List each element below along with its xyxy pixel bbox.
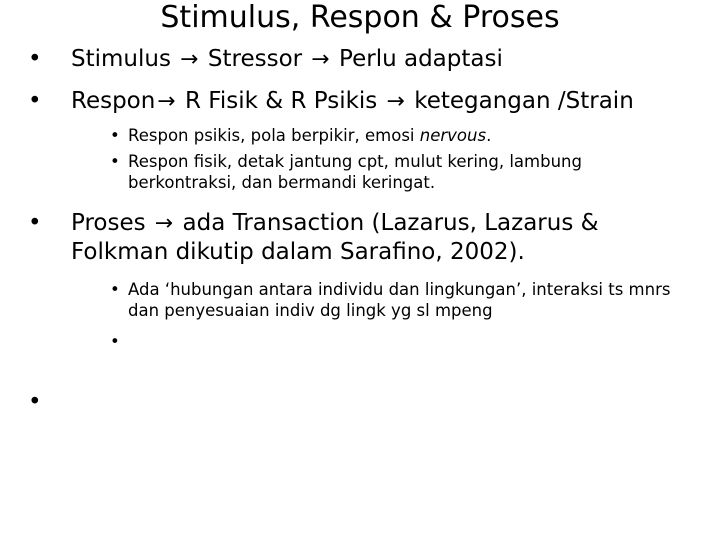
- bullet-text: [28, 209, 698, 267]
- text-segment: .: [486, 126, 492, 145]
- slide-title: Stimulus, Respon & Proses: [160, 0, 560, 35]
- bullet-text: [28, 45, 698, 74]
- sub-bullet-text: Ada ‘hubungan antara individu dan lingkungan’, interaksi ts mnrs dan penyesuaian indiv dg lingk yg sl mpeng: [128, 280, 671, 320]
- italic-term: nervous: [419, 126, 487, 145]
- sub-bullet-respon-psikis: [110, 125, 690, 146]
- sub-bullet-text: [110, 125, 690, 146]
- bullet-dot: •: [28, 46, 42, 72]
- arrow-right-icon: →: [180, 47, 199, 72]
- bullet-dot: •: [28, 210, 42, 236]
- term-stimulus: Stimulus: [71, 46, 171, 72]
- bullet-dot: •: [110, 126, 120, 145]
- sub-bullet-text: Respon fisik, detak jantung cpt, mulut kering, lambung berkontraksi, dan bermandi keringat.: [128, 152, 582, 192]
- term-respon: Respon: [71, 88, 156, 114]
- term-ketegangan: ketegangan /Strain: [414, 88, 634, 114]
- term-proses: Proses: [71, 210, 146, 236]
- bullet-dot: •: [28, 389, 42, 415]
- term-perlu-adaptasi: Perlu adaptasi: [339, 46, 503, 72]
- proses-description: ada Transaction (Lazarus, Lazarus & Folkman dikutip dalam Sarafino, 2002).: [71, 210, 599, 265]
- term-r-fisik-psikis: R Fisik & R Psikis: [184, 88, 378, 114]
- term-stressor: Stressor: [207, 46, 303, 72]
- text-segment: Respon psikis, pola berpikir, emosi: [128, 126, 420, 145]
- bullet-dot: •: [110, 280, 120, 299]
- arrow-right-icon: →: [157, 89, 176, 114]
- bullet-dot: •: [110, 332, 120, 351]
- sub-bullet-respon-fisik: [110, 151, 690, 193]
- bullet-stimulus: [28, 45, 698, 74]
- bullet-text: [28, 87, 698, 116]
- sub-bullet-hubungan: [110, 279, 690, 321]
- bullet-dot: •: [110, 152, 120, 171]
- bullet-proses: [28, 209, 698, 267]
- arrow-right-icon: →: [154, 211, 174, 236]
- bullet-respon: [28, 87, 698, 116]
- arrow-right-icon: →: [386, 89, 405, 114]
- arrow-right-icon: →: [311, 47, 330, 72]
- bullet-dot: •: [28, 88, 42, 114]
